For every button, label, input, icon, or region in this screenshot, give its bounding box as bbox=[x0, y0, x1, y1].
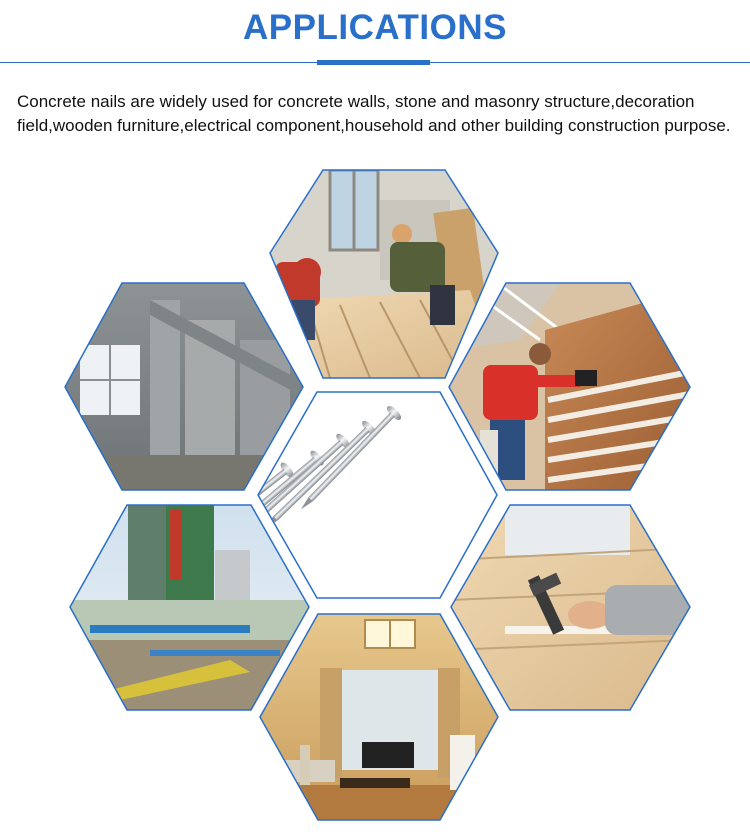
photo-hammering-wood bbox=[448, 500, 693, 715]
photo-concrete-block-wall bbox=[60, 280, 310, 495]
photo-panel-wall-nailing bbox=[445, 280, 695, 495]
photo-construction-site bbox=[65, 500, 315, 715]
photo-living-room bbox=[255, 610, 505, 825]
page-title: APPLICATIONS bbox=[243, 8, 507, 47]
intro-paragraph: Concrete nails are widely used for concrete walls, stone and masonry structure,decoration field,wooden furniture,electrical component,household and other building construction purpose. bbox=[17, 92, 731, 135]
